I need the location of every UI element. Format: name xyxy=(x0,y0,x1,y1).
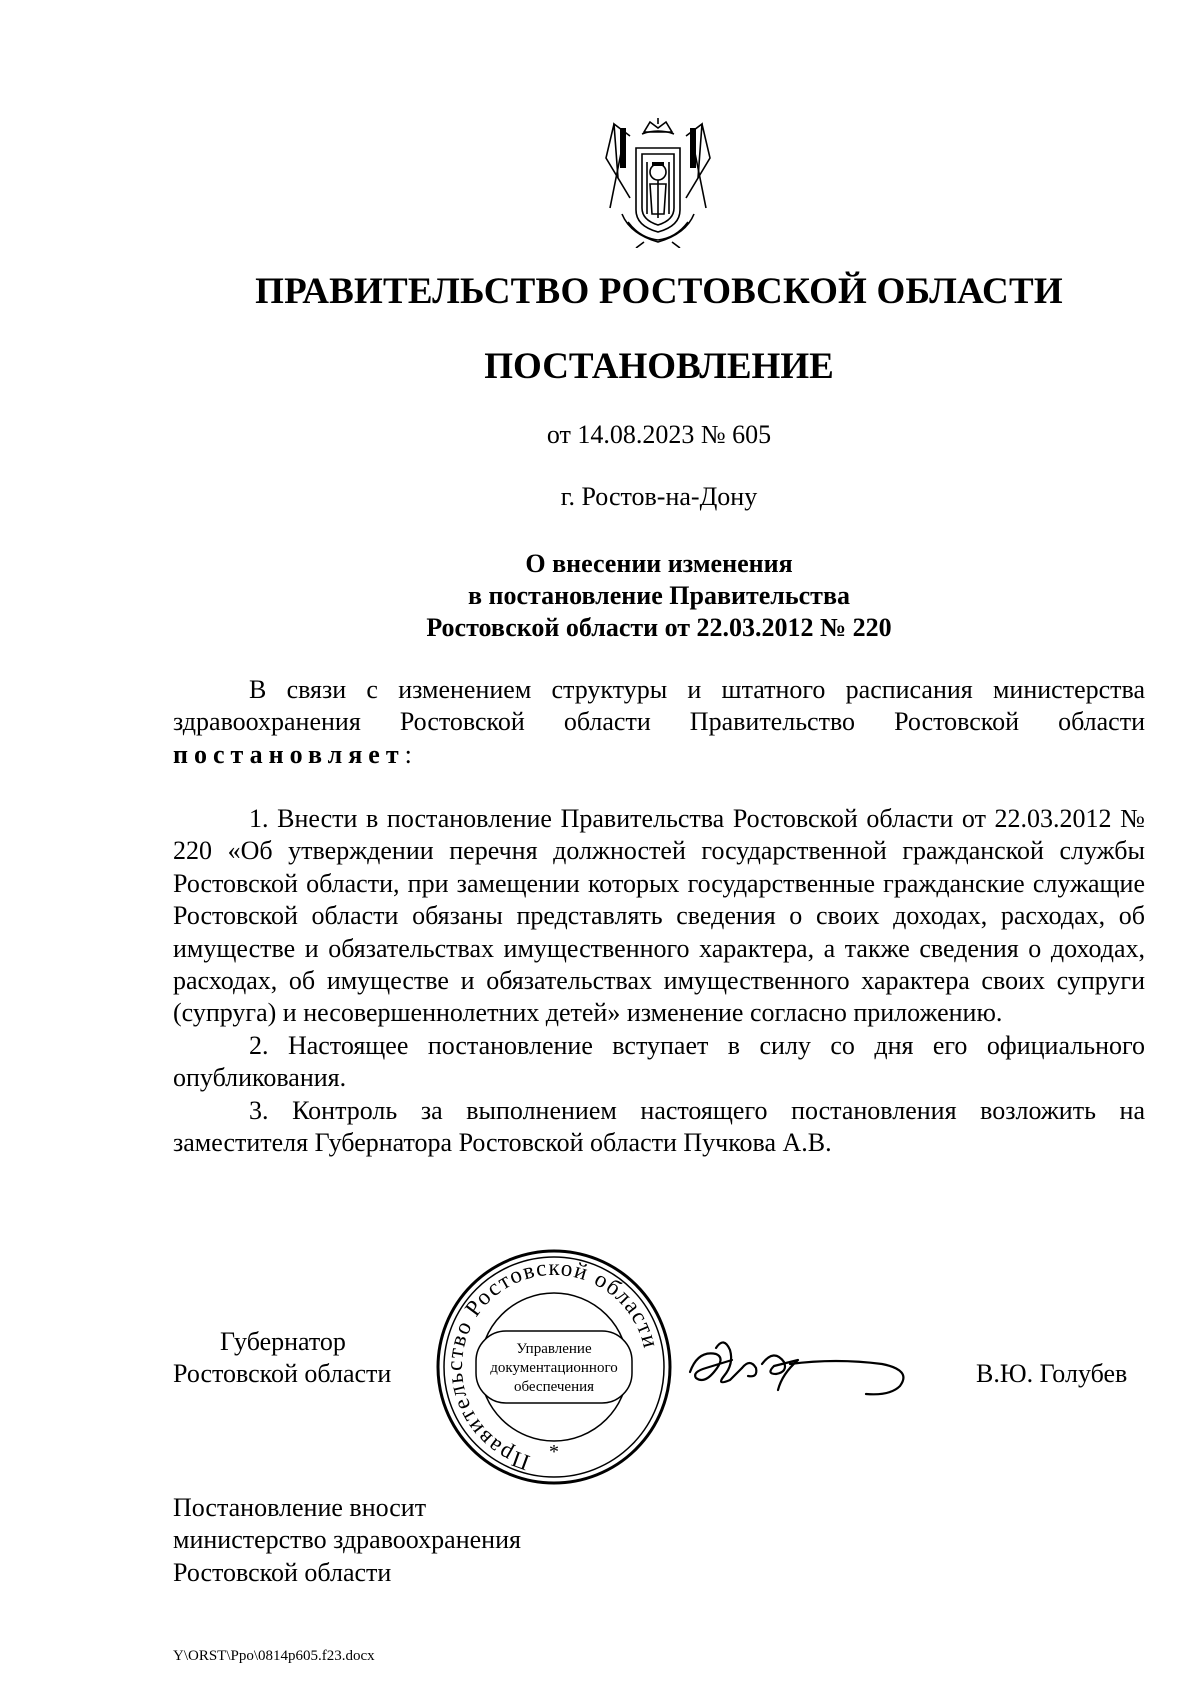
seal-center-line-1: Управление xyxy=(516,1341,592,1357)
decree-items xyxy=(173,803,1145,1159)
preamble-text: В связи с изменением структуры и штатного расписания министерства здравоохранения Ростовской области Правительство Ростовской области xyxy=(173,675,1145,737)
seal-star-mark: * xyxy=(549,1441,559,1463)
seal-ring-text: Правительство Ростовской области xyxy=(441,1254,665,1476)
decree-item-1: 1. Внести в постановление Правительства Ростовской области от 22.03.2012 № 220 «Об утверждении перечня должностей государственной гражданской службы Ростовской области, при замещении которых государственные гражданские служащие Ростовской области обязаны представлять сведения о своих доходах, расходах, об имуществе и обязательствах имущественного характера, а также сведения о доходах, расходах, об имуществе и обязательствах имущественного характера своих супруги (супруга) и несовершеннолетних детей» изменение согласно приложению. xyxy=(173,804,1145,1028)
decree-colon: : xyxy=(404,739,412,769)
introduced-by-line-3: Ростовской области xyxy=(173,1557,392,1587)
decree-word: постановляет xyxy=(173,739,405,769)
preamble-paragraph xyxy=(173,674,1145,771)
decree-item-2: 2. Настоящее постановление вступает в силу со дня его официального опубликования. xyxy=(173,1030,1145,1093)
document-city: г. Ростов-на-Дону xyxy=(560,482,758,511)
document-date-number: от 14.08.2023 № 605 xyxy=(546,420,772,449)
subject-line-1: О внесении изменения xyxy=(525,549,793,578)
signer-position-line-1: Губернатор xyxy=(220,1327,346,1356)
seal-center-line-3: обеспечения xyxy=(513,1379,595,1395)
document-type: ПОСТАНОВЛЕНИЕ xyxy=(484,346,834,387)
subject-line-2: в постановление Правительства xyxy=(467,581,850,610)
seal-center-line-2: документационного xyxy=(490,1360,618,1376)
official-seal xyxy=(434,1245,674,1489)
subject-line-3: Ростовской области от 22.03.2012 № 220 xyxy=(426,613,892,642)
handwritten-signature xyxy=(686,1328,926,1408)
document-subject xyxy=(0,548,1200,644)
signer-name: В.Ю. Голубев xyxy=(976,1359,1128,1388)
introduced-by xyxy=(173,1492,521,1589)
signer-position xyxy=(173,1326,391,1391)
signer-position-line-2: Ростовской области xyxy=(173,1359,392,1389)
preamble xyxy=(173,674,1145,771)
government-title: ПРАВИТЕЛЬСТВО РОСТОВСКОЙ ОБЛАСТИ xyxy=(255,271,1063,312)
coat-of-arms-icon xyxy=(600,118,716,248)
introduced-by-line-1: Постановление вносит xyxy=(173,1493,427,1522)
decree-item-3: 3. Контроль за выполнением настоящего постановления возложить на заместителя Губернатора Ростовской области Пучкова А.В. xyxy=(173,1095,1145,1158)
introduced-by-line-2: министерство здравоохранения xyxy=(173,1525,521,1555)
file-reference: Y\ORST\Ppo\0814p605.f23.docx xyxy=(173,1648,375,1664)
